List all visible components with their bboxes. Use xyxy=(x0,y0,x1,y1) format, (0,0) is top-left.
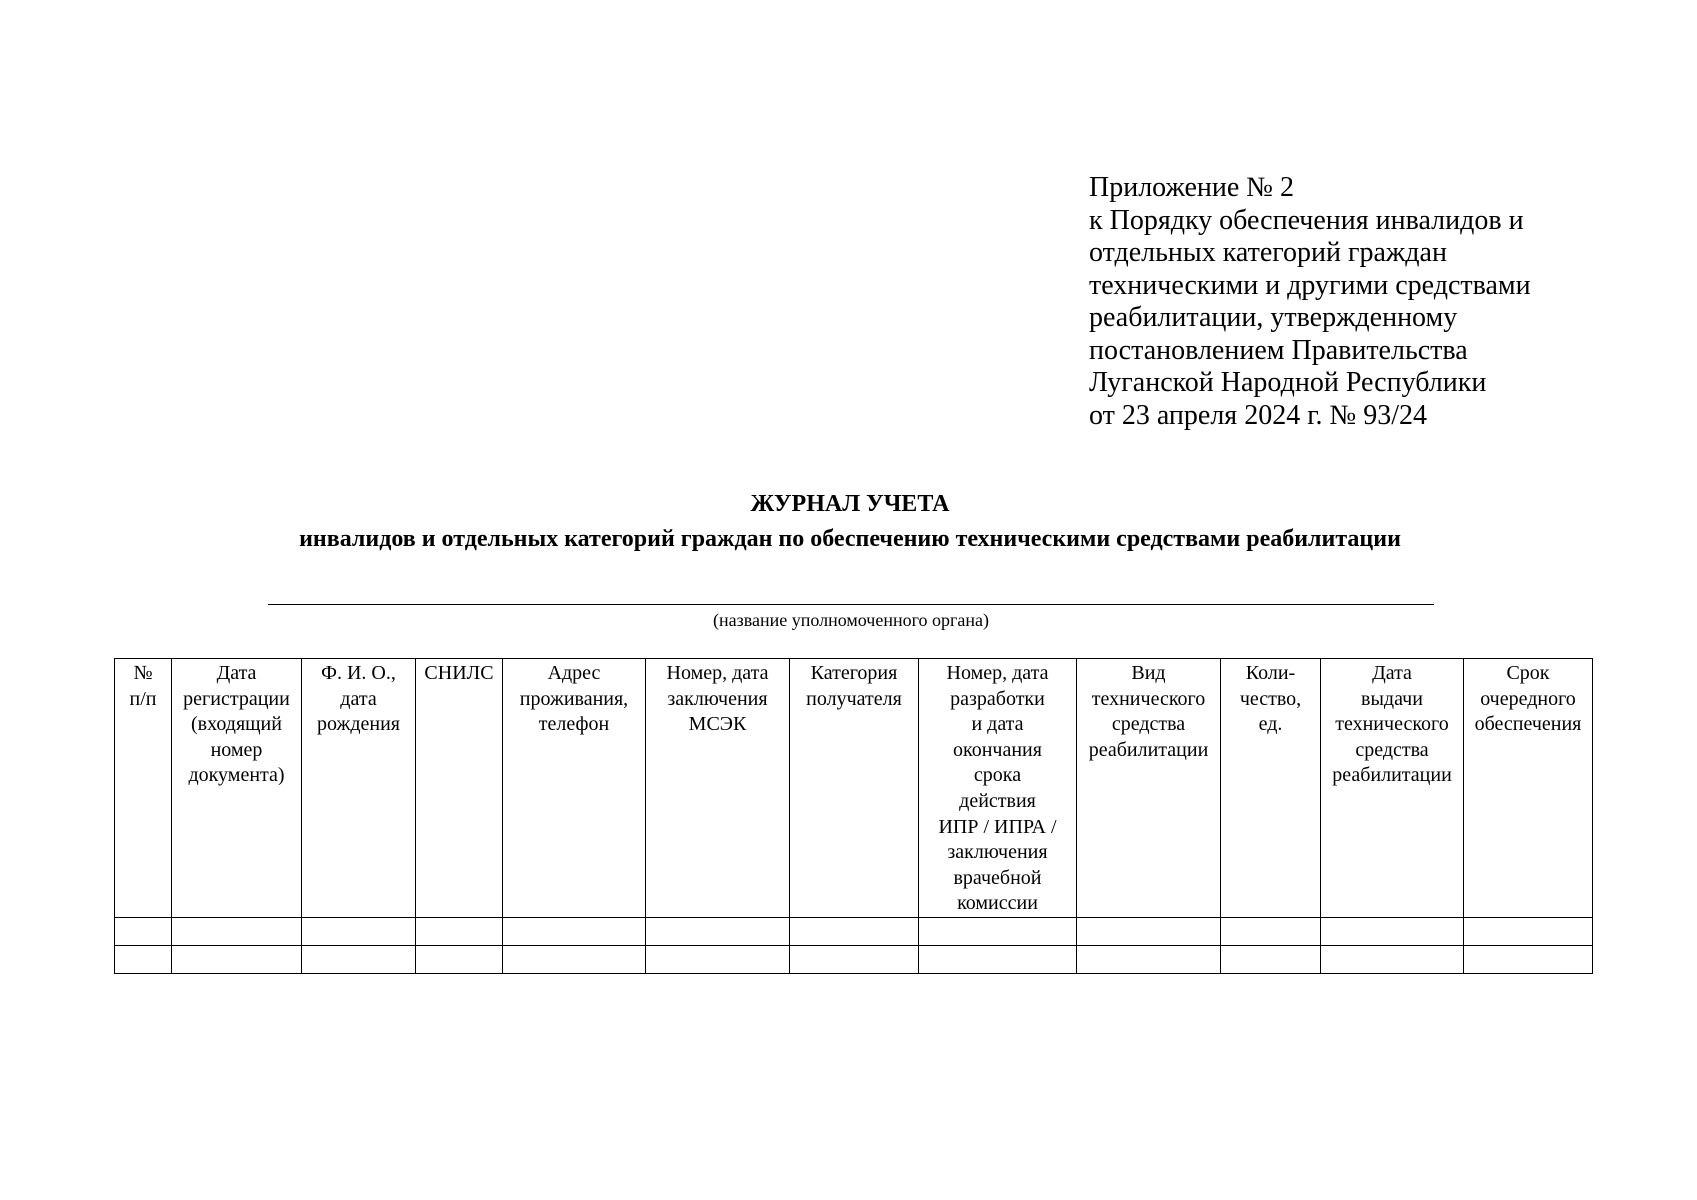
table-cell xyxy=(172,946,302,974)
column-header-line: Адрес xyxy=(547,662,601,684)
table-cell xyxy=(790,918,919,946)
column-header-line: номер xyxy=(210,738,263,761)
table-cell xyxy=(1077,918,1221,946)
column-header-line: Номер, дата xyxy=(666,662,769,684)
column-header-line: регистрации xyxy=(183,687,290,710)
appendix-line: техническими и другими средствами xyxy=(1089,269,1531,301)
column-header-line: телефон xyxy=(538,713,610,736)
column-header-line: проживания, xyxy=(519,687,629,710)
table-cell xyxy=(1464,946,1593,974)
column-header-line: технического xyxy=(1335,713,1449,736)
column-header-line: дата xyxy=(340,687,377,710)
column-header xyxy=(790,659,919,918)
appendix-line: отдельных категорий граждан xyxy=(1089,237,1447,268)
column-header xyxy=(1077,659,1221,918)
column-header-line: чество, xyxy=(1239,687,1302,710)
column-header-line: МСЭК xyxy=(688,713,747,736)
column-header-line: и дата xyxy=(971,713,1024,736)
table-cell xyxy=(503,946,646,974)
table-body xyxy=(115,918,1593,974)
column-header xyxy=(1221,659,1321,918)
column-header xyxy=(503,659,646,918)
appendix-line: реабилитации, утвержденному xyxy=(1089,302,1458,333)
column-header-line: Дата xyxy=(1372,662,1412,684)
appendix-line: от 23 апреля 2024 г. № 93/24 xyxy=(1089,399,1428,431)
appendix-line: Приложение № 2 xyxy=(1089,172,1294,203)
column-header-line: выдачи xyxy=(1361,687,1423,710)
column-header-line: Вид xyxy=(1131,662,1166,684)
table-cell xyxy=(115,946,172,974)
column-header-line: реабилитации xyxy=(1332,764,1452,787)
column-header-line: п/п xyxy=(129,687,157,710)
column-header-line: Коли- xyxy=(1245,662,1296,684)
table-cell xyxy=(919,946,1077,974)
column-header-line: врачебной xyxy=(953,866,1042,889)
column-header-line: технического xyxy=(1091,687,1206,710)
table-cell xyxy=(172,918,302,946)
table-cell xyxy=(1321,918,1464,946)
column-header-line: комиссии xyxy=(957,892,1038,915)
column-header xyxy=(1321,659,1464,918)
column-header-line: Срок xyxy=(1506,662,1550,684)
table-cell xyxy=(1077,946,1221,974)
table-cell xyxy=(1221,918,1321,946)
document-title: ЖУРНАЛ УЧЕТА xyxy=(750,491,950,517)
organization-caption: (название уполномоченного органа) xyxy=(712,610,990,630)
column-header-line: очередного xyxy=(1480,687,1576,710)
column-header-line: ед. xyxy=(1258,713,1283,736)
appendix-note xyxy=(1089,172,1609,432)
column-header xyxy=(172,659,302,918)
table-cell xyxy=(1321,946,1464,974)
column-header xyxy=(1464,659,1593,918)
column-header-line: (входящий xyxy=(191,713,282,736)
column-header-line: средства xyxy=(1111,713,1186,736)
document-subtitle: инвалидов и отдельных категорий граждан по обеспечению техническими средствами реабилитации xyxy=(299,526,1401,552)
appendix-line: постановлением Правительства xyxy=(1089,334,1468,366)
table-cell xyxy=(302,918,416,946)
table-cell xyxy=(1221,946,1321,974)
journal-table xyxy=(114,658,1593,974)
column-header-line: Категория xyxy=(810,662,898,684)
column-header xyxy=(416,659,503,918)
table-cell xyxy=(646,918,790,946)
table-cell xyxy=(1464,918,1593,946)
column-header-line: ИПР / ИПРА / xyxy=(938,815,1057,838)
column-header-line: срока xyxy=(973,764,1022,787)
column-header-line: обеспечения xyxy=(1474,713,1582,736)
appendix-line: к Порядку обеспечения инвалидов и xyxy=(1089,204,1524,236)
table-row xyxy=(115,946,1593,974)
column-header-line: реабилитации xyxy=(1088,738,1209,761)
column-header xyxy=(115,659,172,918)
column-header-line: средства xyxy=(1355,738,1429,761)
table-cell xyxy=(115,918,172,946)
table-header-row xyxy=(115,659,1593,918)
appendix-line: Луганской Народной Республики xyxy=(1089,367,1487,398)
column-header xyxy=(302,659,416,918)
column-header-line: документа) xyxy=(188,764,285,787)
column-header-line: Дата xyxy=(216,662,257,684)
column-header-line: СНИЛС xyxy=(424,662,494,684)
column-header-line: получателя xyxy=(806,687,902,710)
column-header-line: заключения xyxy=(667,687,768,710)
table-cell xyxy=(919,918,1077,946)
column-header-line: рождения xyxy=(317,713,400,736)
column-header-line: разработки xyxy=(950,687,1045,710)
table-cell xyxy=(790,946,919,974)
column-header-line: Номер, дата xyxy=(946,662,1049,684)
table-cell xyxy=(646,946,790,974)
table-cell xyxy=(503,918,646,946)
column-header-line: действия xyxy=(959,789,1036,812)
column-header-line: № xyxy=(133,662,153,684)
column-header xyxy=(919,659,1077,918)
organization-name-line xyxy=(268,604,1434,605)
table-row xyxy=(115,918,1593,946)
column-header-line: Ф. И. О., xyxy=(321,662,396,684)
column-header-line: окончания xyxy=(953,738,1042,761)
column-header xyxy=(646,659,790,918)
table-cell xyxy=(416,918,503,946)
column-header-line: заключения xyxy=(947,841,1048,864)
table-cell xyxy=(302,946,416,974)
table-cell xyxy=(416,946,503,974)
